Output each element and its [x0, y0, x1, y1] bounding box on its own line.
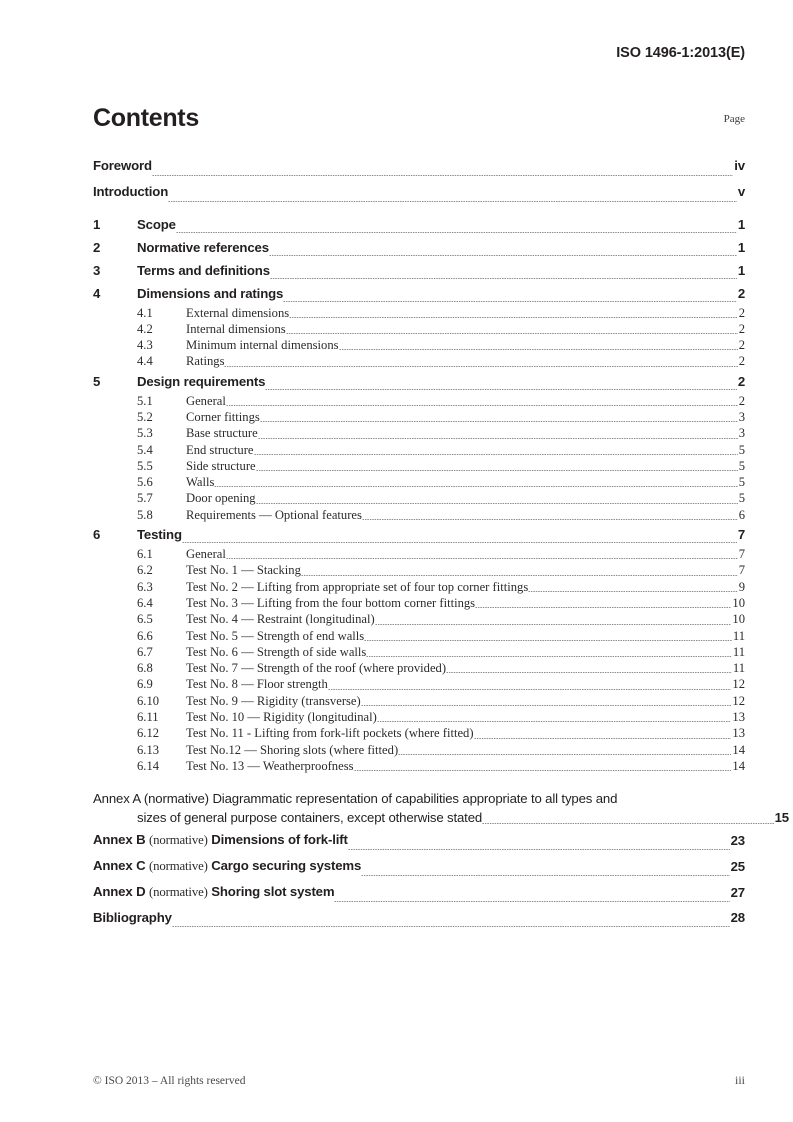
- dot-leader: [301, 566, 738, 579]
- toc-page-number: 3: [738, 409, 745, 424]
- dot-leader: [254, 445, 738, 458]
- toc-page-number: 23: [730, 833, 745, 849]
- toc-entry-label-wrap: [137, 523, 182, 546]
- toc-page-number: 14: [732, 758, 745, 773]
- toc-entry-label: Test No.12 — Shoring slots (where fitted): [186, 742, 399, 757]
- toc-entry-number: 5.4: [137, 442, 153, 457]
- toc-entry-clause[interactable]: [93, 236, 745, 259]
- toc-entry-label: Test No. 4 — Restraint (longitudinal): [186, 612, 375, 627]
- toc-entry-number: 4.2: [137, 321, 153, 336]
- dot-leader: [260, 413, 738, 426]
- dot-leader: [270, 268, 737, 281]
- toc-entry-number: 4.1: [137, 305, 153, 320]
- dot-leader: [361, 866, 729, 879]
- dot-leader: [256, 494, 738, 507]
- toc-entry-label-wrap: [186, 579, 528, 595]
- toc-entry-label: Test No. 10 — Rigidity (longitudinal): [186, 710, 377, 725]
- toc-entry-annex[interactable]: [93, 827, 745, 853]
- toc-entry-number: 5.8: [137, 507, 153, 522]
- toc-entry-subclause[interactable]: [93, 709, 745, 725]
- toc-entry-number: 6.14: [137, 758, 160, 773]
- dot-leader: [446, 664, 732, 677]
- dot-leader: [528, 582, 737, 595]
- toc-entry-label-wrap: [186, 725, 474, 741]
- dot-leader: [375, 615, 732, 628]
- toc-page-number: 7: [738, 547, 745, 562]
- page-folio: iii: [734, 1073, 745, 1087]
- toc-page-number: iv: [734, 158, 745, 173]
- annex-kind-label: (normative): [148, 833, 208, 848]
- table-of-contents: [93, 153, 789, 930]
- toc-entry-label-wrap: [137, 282, 283, 305]
- contents-heading-row: [93, 104, 745, 133]
- copyright-notice: © ISO 2013 – All rights reserved: [93, 1075, 246, 1087]
- toc-page-number: 10: [732, 612, 745, 627]
- toc-entry-subclause[interactable]: [93, 409, 745, 425]
- toc-entry-label: General: [186, 547, 226, 562]
- page-column-header: Page: [723, 113, 745, 125]
- toc-entry-number: 4.4: [137, 354, 153, 369]
- toc-page-number: 2: [738, 338, 745, 353]
- toc-entry-label-wrap: [186, 644, 366, 660]
- toc-entry-label-wrap: [186, 425, 258, 441]
- annex-label: [93, 832, 348, 847]
- dot-leader: [364, 631, 732, 644]
- annex-title-text: Cargo securing systems: [211, 858, 362, 874]
- toc-entry-bibliography[interactable]: [93, 905, 745, 930]
- toc-entry-label: End structure: [186, 442, 254, 457]
- annex-title-text: Dimensions of fork-lift: [211, 832, 348, 848]
- toc-page-number: 13: [732, 710, 745, 725]
- toc-entry-label-wrap: [186, 337, 339, 353]
- toc-entry-label: Test No. 13 — Weatherproofness: [186, 758, 354, 773]
- toc-entry-label: Foreword: [93, 158, 152, 173]
- dot-leader: [265, 380, 736, 393]
- dot-leader: [269, 245, 737, 258]
- toc-page-number: 7: [738, 563, 745, 578]
- toc-entry-subclause[interactable]: [93, 425, 745, 441]
- toc-entry-label: Corner fittings: [186, 409, 260, 424]
- dot-leader: [226, 396, 738, 409]
- toc-entry-number: 6: [93, 527, 101, 543]
- toc-entry-number: 6.13: [137, 742, 160, 757]
- annex-identifier: Annex C: [93, 858, 146, 874]
- toc-entry-subclause[interactable]: [93, 337, 745, 353]
- toc-page-number: v: [737, 184, 745, 199]
- toc-entry-number: 6.3: [137, 579, 153, 594]
- toc-entry-number: 5.2: [137, 409, 153, 424]
- toc-entry-label: Bibliography: [93, 910, 172, 926]
- toc-entry-label: Internal dimensions: [186, 321, 286, 336]
- dot-leader: [256, 462, 738, 475]
- toc-entry-number: 6.12: [137, 726, 160, 741]
- toc-entry-label-wrap: [186, 709, 377, 725]
- toc-entry-label-wrap: [186, 628, 364, 644]
- annex-kind-label: (normative): [148, 885, 208, 900]
- annex-title-line-2-wrap: [137, 808, 482, 827]
- annex-label: [93, 884, 334, 899]
- toc-entry-label-wrap: [186, 611, 375, 627]
- toc-entry-number: 5.6: [137, 475, 153, 490]
- toc-entry-subclause[interactable]: [93, 490, 745, 506]
- annex-identifier: Annex B: [93, 832, 146, 848]
- toc-entry-label-wrap: [186, 693, 361, 709]
- page-title: Contents: [93, 104, 199, 132]
- toc-entry-number: 3: [93, 262, 101, 278]
- toc-entry-label-wrap: [186, 305, 289, 321]
- toc-entry-label-wrap: [186, 353, 224, 369]
- annex-identifier: Annex D: [93, 884, 146, 900]
- toc-entry-number: 5.7: [137, 491, 153, 506]
- toc-entry-number: 5.1: [137, 393, 153, 408]
- toc-page-number: 2: [737, 285, 745, 301]
- toc-entry-label: Test No. 2 — Lifting from appropriate set of four top corner fittings: [186, 579, 529, 594]
- toc-entry-label-wrap: [93, 179, 168, 205]
- toc-entry-label-wrap: [186, 758, 354, 774]
- toc-entry-frontmatter[interactable]: [93, 153, 745, 179]
- toc-entry-label: Scope: [137, 216, 176, 232]
- toc-page-number: 27: [730, 885, 745, 901]
- toc-entry-label: Design requirements: [137, 373, 266, 389]
- toc-entry-number: 6.6: [137, 628, 153, 643]
- toc-entry-subclause[interactable]: [93, 742, 745, 758]
- toc-entry-clause[interactable]: [93, 282, 745, 305]
- annex-label-wrap: [93, 879, 334, 905]
- toc-entry-number: 6.8: [137, 661, 153, 676]
- toc-entry-label-wrap: [186, 409, 260, 425]
- dot-leader: [361, 696, 732, 709]
- toc-entry-label: Side structure: [186, 458, 256, 473]
- toc-entry-number: 6.9: [137, 677, 153, 692]
- toc-entry-label-wrap: [137, 259, 270, 282]
- toc-page-number: 15: [774, 810, 789, 826]
- toc-page-number: 2: [738, 354, 745, 369]
- dot-leader: [283, 291, 737, 304]
- toc-page-number: 5: [738, 442, 745, 457]
- annex-title-text: Diagrammatic representation of capabilities appropriate to all types and: [212, 791, 618, 807]
- annex-kind-label: (normative): [148, 859, 208, 874]
- dot-leader: [289, 308, 738, 321]
- document-footer: [93, 1073, 745, 1088]
- toc-entry-label: Test No. 5 — Strength of end walls: [186, 628, 365, 643]
- toc-entry-number: 5.3: [137, 426, 153, 441]
- toc-entry-subclause[interactable]: [93, 474, 745, 490]
- annex-identifier: Annex A: [93, 791, 141, 807]
- toc-page-number: 11: [732, 661, 745, 676]
- toc-entry-subclause[interactable]: [93, 305, 745, 321]
- dot-leader: [258, 429, 738, 442]
- toc-entry-label: Normative references: [137, 239, 269, 255]
- toc-page-number: 5: [738, 458, 745, 473]
- toc-entry-number: 2: [93, 239, 101, 255]
- toc-page-number: 2: [738, 305, 745, 320]
- toc-entry-label: Dimensions and ratings: [137, 285, 284, 301]
- toc-entry-subclause[interactable]: [93, 628, 745, 644]
- toc-entry-number: 4.3: [137, 338, 153, 353]
- toc-entry-number: 5: [93, 373, 101, 389]
- dot-leader: [286, 325, 738, 338]
- annex-label-wrap: [93, 827, 348, 853]
- toc-entry-label-wrap: [186, 321, 286, 337]
- toc-entry-clause[interactable]: [93, 213, 745, 236]
- dot-leader: [328, 680, 732, 693]
- toc-entry-label-wrap: [186, 562, 301, 578]
- toc-entry-subclause[interactable]: [93, 725, 745, 741]
- toc-entry-label-wrap: [186, 507, 362, 523]
- toc-page-number: 3: [738, 426, 745, 441]
- toc-page-number: 1: [737, 216, 745, 232]
- toc-entry-label: Requirements — Optional features: [186, 507, 362, 522]
- toc-entry-subclause[interactable]: [93, 676, 745, 692]
- toc-entry-label-wrap: [186, 660, 446, 676]
- toc-entry-subclause[interactable]: [93, 442, 745, 458]
- toc-page-number: 25: [730, 859, 745, 875]
- dot-leader: [354, 762, 732, 775]
- toc-entry-subclause[interactable]: [93, 579, 745, 595]
- toc-entry-clause[interactable]: [93, 259, 745, 282]
- toc-entry-subclause[interactable]: [93, 595, 745, 611]
- dot-leader: [474, 729, 732, 742]
- toc-page-number: 12: [732, 693, 745, 708]
- toc-entry-number: 6.2: [137, 563, 153, 578]
- toc-entry-label: Test No. 6 — Strength of side walls: [186, 644, 367, 659]
- toc-entry-label-wrap: [186, 458, 256, 474]
- toc-entry-label-wrap: [186, 393, 226, 409]
- toc-entry-label-wrap: [186, 546, 226, 562]
- toc-page-number: 2: [738, 321, 745, 336]
- toc-page-number: 2: [738, 393, 745, 408]
- toc-entry-label: Door opening: [186, 491, 256, 506]
- toc-entry-label: Test No. 3 — Lifting from the four bottom corner fittings: [186, 595, 476, 610]
- toc-entry-subclause[interactable]: [93, 693, 745, 709]
- toc-page-number: 1: [737, 239, 745, 255]
- dot-leader: [334, 892, 729, 905]
- toc-entry-subclause[interactable]: [93, 562, 745, 578]
- toc-entry-number: 6.7: [137, 644, 153, 659]
- dot-leader: [377, 713, 732, 726]
- annex-title-text: Shoring slot system: [211, 884, 335, 900]
- dot-leader: [339, 341, 738, 354]
- toc-entry-label: Minimum internal dimensions: [186, 338, 339, 353]
- toc-entry-subclause[interactable]: [93, 644, 745, 660]
- toc-entry-label-wrap: [186, 442, 254, 458]
- toc-entry-number: 6.11: [137, 710, 159, 725]
- dot-leader: [172, 917, 730, 930]
- toc-entry-clause[interactable]: [93, 523, 745, 546]
- document-header-standard-ref: ISO 1496-1:2013(E): [616, 45, 745, 61]
- toc-entry-label: Test No. 11 - Lifting from fork-lift pockets (where fitted): [186, 726, 474, 741]
- toc-entry-annex[interactable]: [93, 853, 745, 879]
- toc-entry-subclause[interactable]: [93, 353, 745, 369]
- toc-entry-clause[interactable]: [93, 370, 745, 393]
- toc-entry-label: Base structure: [186, 426, 258, 441]
- toc-entry-number: 6.10: [137, 693, 160, 708]
- dot-leader: [182, 533, 737, 546]
- toc-page-number: 12: [732, 677, 745, 692]
- toc-entry-number: 4: [93, 285, 101, 301]
- toc-entry-subclause[interactable]: [93, 758, 745, 774]
- toc-entry-label: Introduction: [93, 184, 169, 199]
- toc-entry-label: Test No. 8 — Floor strength: [186, 677, 328, 692]
- toc-page-number: 6: [738, 507, 745, 522]
- toc-entry-subclause[interactable]: [93, 458, 745, 474]
- toc-entry-label-wrap: [186, 676, 328, 692]
- toc-page-number: 5: [738, 491, 745, 506]
- toc-entry-label: Ratings: [186, 354, 225, 369]
- dot-leader: [226, 550, 738, 563]
- dot-leader: [168, 192, 737, 205]
- toc-entry-subclause[interactable]: [93, 321, 745, 337]
- toc-page-number: 7: [737, 527, 745, 543]
- toc-entry-label: Test No. 9 — Rigidity (transverse): [186, 693, 361, 708]
- dot-leader: [398, 745, 731, 758]
- dot-leader: [475, 599, 731, 612]
- toc-entry-label-wrap: [186, 595, 475, 611]
- toc-entry-annex[interactable]: [93, 786, 789, 827]
- toc-entry-subclause[interactable]: [93, 393, 745, 409]
- dot-leader: [224, 357, 737, 370]
- toc-entry-label-wrap: [186, 490, 256, 506]
- toc-page-number: 10: [732, 595, 745, 610]
- bibliography-label-wrap: [93, 905, 172, 930]
- dot-leader: [214, 478, 737, 491]
- toc-page-number: 1: [737, 262, 745, 278]
- toc-entry-label-wrap: [137, 213, 176, 236]
- annex-kind-label: (normative): [143, 791, 209, 807]
- toc-page-number: 14: [732, 742, 745, 757]
- annex-title-line-2: sizes of general purpose containers, except otherwise stated: [137, 810, 483, 826]
- toc-entry-label-wrap: [186, 474, 214, 490]
- toc-entry-label: Testing: [137, 527, 182, 543]
- toc-entry-label: Terms and definitions: [137, 262, 270, 278]
- toc-entry-number: 6.1: [137, 547, 153, 562]
- toc-page-number: 11: [732, 644, 745, 659]
- toc-entry-label: Walls: [186, 475, 215, 490]
- annex-label: [93, 858, 361, 873]
- toc-entry-label: External dimensions: [186, 305, 290, 320]
- dot-leader: [482, 814, 774, 827]
- toc-entry-subclause[interactable]: [93, 660, 745, 676]
- toc-entry-number: 6.5: [137, 612, 153, 627]
- toc-entry-label: Test No. 1 — Stacking: [186, 563, 301, 578]
- toc-entry-annex[interactable]: [93, 879, 745, 905]
- toc-page-number: 13: [732, 726, 745, 741]
- toc-entry-label: General: [186, 393, 226, 408]
- toc-entry-subclause[interactable]: [93, 546, 745, 562]
- toc-page-number: 5: [738, 475, 745, 490]
- toc-entry-subclause[interactable]: [93, 507, 745, 523]
- dot-leader: [362, 510, 738, 523]
- toc-entry-label-wrap: [186, 742, 398, 758]
- dot-leader: [366, 648, 732, 661]
- toc-page-number: 2: [737, 373, 745, 389]
- annex-label-wrap: [93, 853, 361, 879]
- annex-title-line-2-row: [93, 808, 789, 827]
- annex-title-line-1: [93, 789, 745, 808]
- toc-entry-label-wrap: [137, 236, 269, 259]
- toc-page-number: 11: [732, 628, 745, 643]
- toc-entry-subclause[interactable]: [93, 611, 745, 627]
- dot-leader: [152, 166, 733, 179]
- toc-entry-label: Test No. 7 — Strength of the roof (where provided): [186, 661, 447, 676]
- toc-entry-label-wrap: [137, 370, 265, 393]
- dot-leader: [348, 840, 730, 853]
- dot-leader: [176, 222, 737, 235]
- toc-entry-frontmatter[interactable]: [93, 179, 745, 205]
- toc-page-number: 28: [730, 910, 745, 926]
- toc-entry-number: 6.4: [137, 595, 153, 610]
- toc-entry-label-wrap: [93, 153, 152, 179]
- toc-entry-number: 1: [93, 216, 101, 232]
- toc-entry-number: 5.5: [137, 458, 153, 473]
- toc-page-number: 9: [738, 579, 745, 594]
